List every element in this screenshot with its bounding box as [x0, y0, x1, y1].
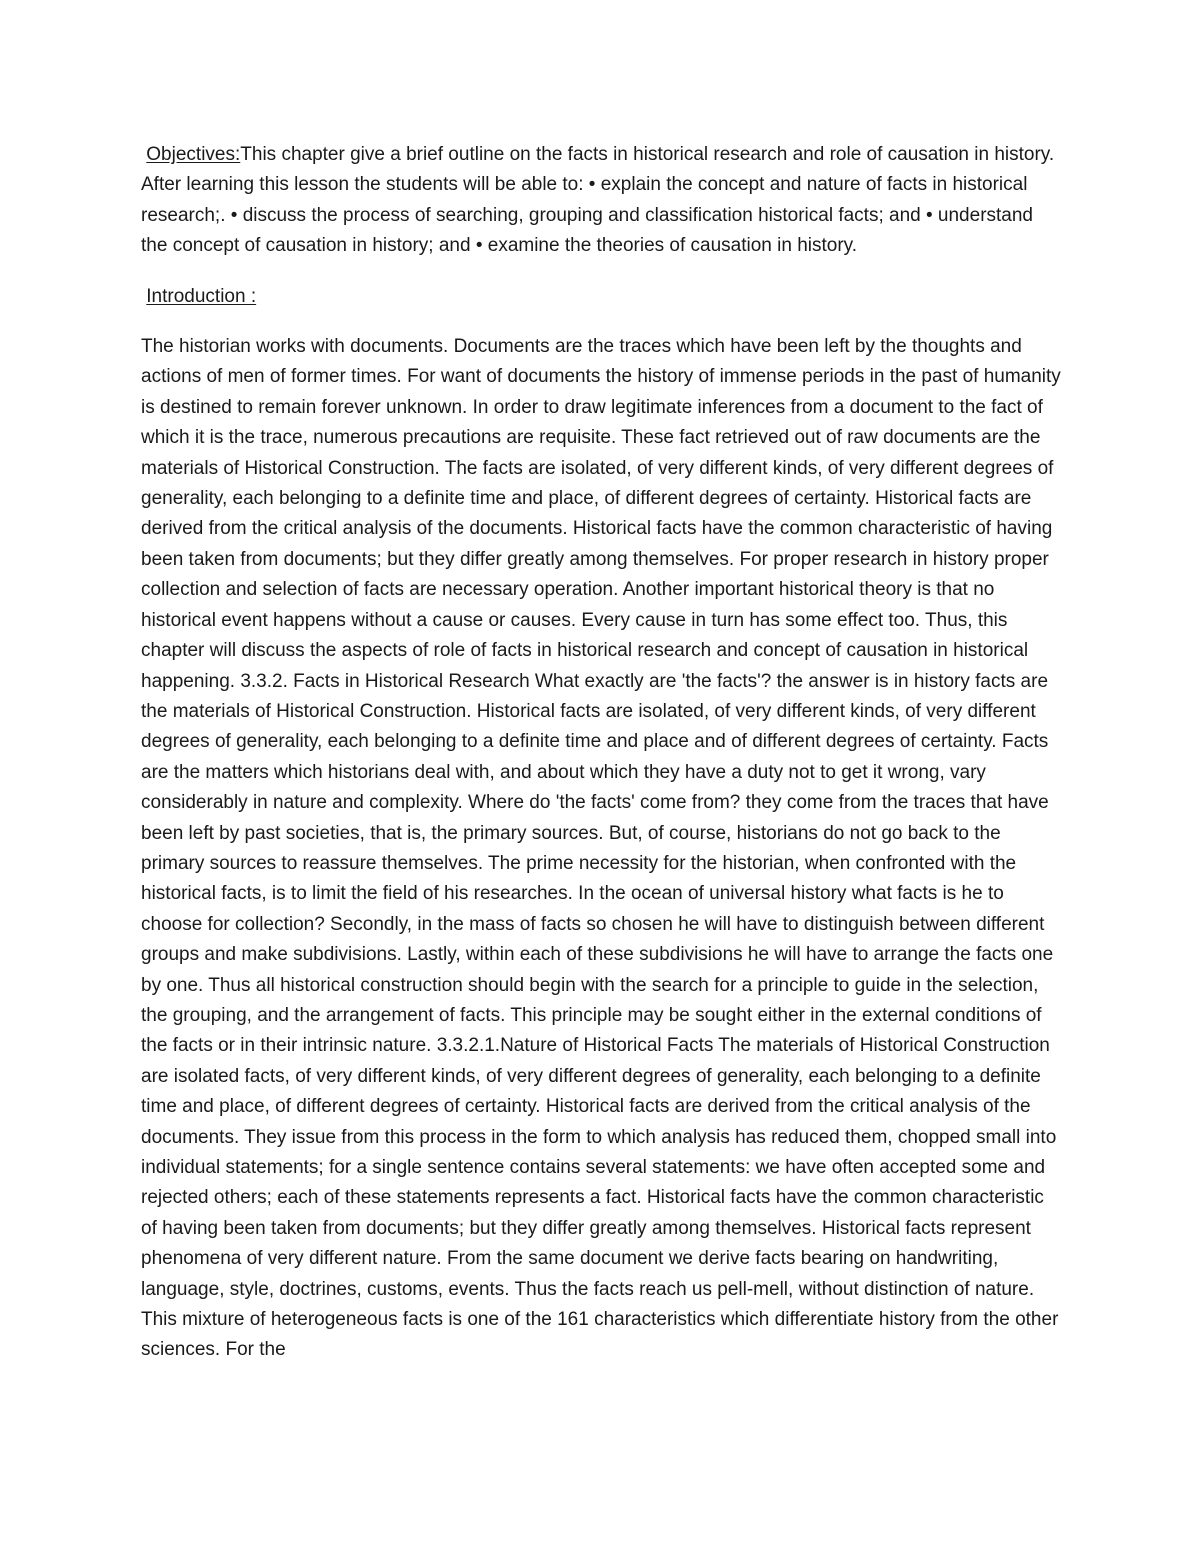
objectives-label: Objectives:: [146, 144, 241, 165]
introduction-heading-line: [141, 282, 1061, 312]
document-page: [141, 140, 1061, 1366]
introduction-heading: Introduction :: [146, 285, 257, 307]
introduction-body: The historian works with documents. Documents are the traces which have been left by the thoughts and actions of men of former times. For want of documents the history of immense periods in the past of humanity is destined to remain forever unknown. In order to draw legitimate inferences from a document to the fact of which it is the trace, numerous precautions are requisite. These fact retrieved out of raw documents are the materials of Historical Construction. The facts are isolated, of very different kinds, of very different degrees of generality, each belonging to a definite time and place, of different degrees of certainty. Historical facts are derived from the critical analysis of the documents. Historical facts have the common characteristic of having been taken from documents; but they differ greatly among themselves. For proper research in history proper collection and selection of facts are necessary operation. Another important historical theory is that no historical event happens without a cause or causes. Every cause in turn has some effect too. Thus, this chapter will discuss the aspects of role of facts in historical research and concept of causation in historical happening. 3.3.2. Facts in Historical Research What exactly are 'the facts'? the answer is in history facts are the materials of Historical Construction. Historical facts are isolated, of very different kinds, of very different degrees of generality, each belonging to a definite time and place and of different degrees of certainty. Facts are the matters which historians deal with, and about which they have a duty not to get it wrong, vary considerably in nature and complexity. Where do 'the facts' come from? they come from the traces that have been left by past societies, that is, the primary sources. But, of course, historians do not go back to the primary sources to reassure themselves. The prime necessity for the historian, when confronted with the historical facts, is to limit the field of his researches. In the ocean of universal history what facts is he to choose for collection? Secondly, in the mass of facts so chosen he will have to distinguish between different groups and make subdivisions. Lastly, within each of these subdivisions he will have to arrange the facts one by one. Thus all historical construction should begin with the search for a principle to guide in the selection, the grouping, and the arrangement of facts. This principle may be sought either in the external conditions of the facts or in their intrinsic nature. 3.3.2.1.Nature of Historical Facts The materials of Historical Construction are isolated facts, of very different kinds, of very different degrees of generality, each belonging to a definite time and place, of different degrees of certainty. Historical facts are derived from the critical analysis of the documents. They issue from this process in the form to which analysis has reduced them, chopped small into individual statements; for a single sentence contains several statements: we have often accepted some and rejected others; each of these statements represents a fact. Historical facts have the common characteristic of having been taken from documents; but they differ greatly among themselves. Historical facts represent phenomena of very different nature. From the same document we derive facts bearing on handwriting, language, style, doctrines, customs, events. Thus the facts reach us pell-mell, without distinction of nature. This mixture of heterogeneous facts is one of the 161 characteristics which differentiate history from the other sciences. For the: [141, 336, 1061, 1361]
objectives-paragraph: [141, 140, 1061, 262]
objectives-text: This chapter give a brief outline on the facts in historical research and role of causation in history. After learning this lesson the students will be able to: • explain the concept and nature of facts in historical research;. • discuss the process of searching, grouping and classification historical facts; and • understand the concept of causation in history; and • examine the theories of causation in history.: [141, 144, 1055, 257]
